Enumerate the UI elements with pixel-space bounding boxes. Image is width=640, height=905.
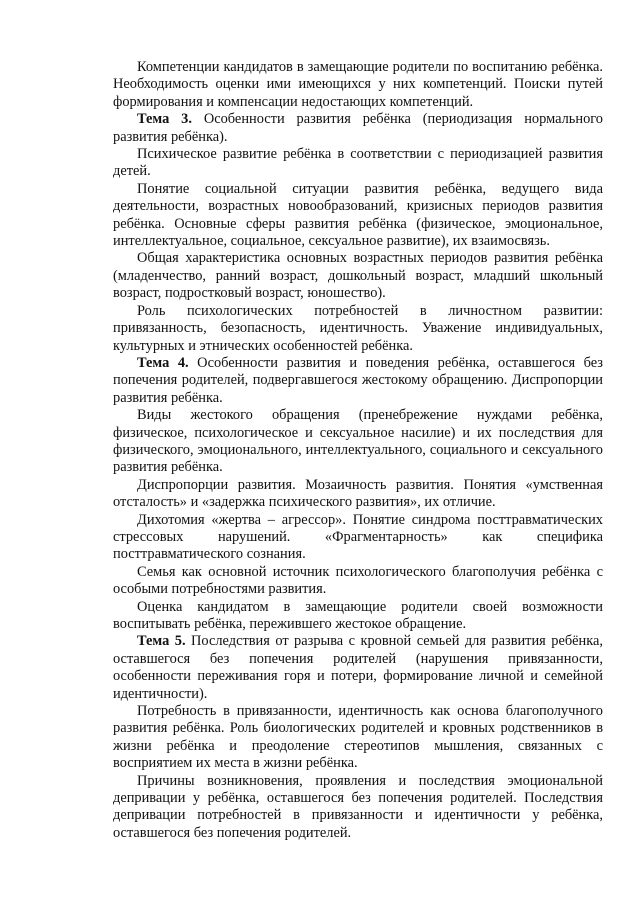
paragraph-text: Диспропорции развития. Мозаичность развития. Понятия «умственная отсталость» и «задержка психического развития», их отличие. bbox=[113, 476, 603, 511]
paragraph-competencies bbox=[113, 59, 603, 111]
paragraph-text: Потребность в привязанности, идентичность как основа благополучного развития ребёнка. Роль биологических родителей и кровных родственников в жизни ребёнка и преодоление стереотипов мышления, связанных с восприятием их места в жизни ребёнка. bbox=[113, 703, 603, 772]
paragraph-disproportions bbox=[113, 477, 603, 512]
topic-title: Особенности развития ребёнка (периодизация нормального развития ребёнка). bbox=[113, 111, 604, 145]
topic-3-heading bbox=[113, 111, 603, 146]
paragraph-emotional-deprivation bbox=[113, 773, 603, 843]
paragraph-social-situation bbox=[113, 181, 603, 251]
paragraph-text: Психическое развитие ребёнка в соответствии с периодизацией развития детей. bbox=[113, 146, 603, 180]
document-page bbox=[113, 59, 603, 842]
paragraph-attachment-identity bbox=[113, 703, 603, 773]
paragraph-text: Дихотомия «жертва – агрессор». Понятие синдрома посттравматических стрессовых нарушений. «Фрагментарность» как специфика посттравматического сознания. bbox=[113, 511, 603, 563]
paragraph-family-source bbox=[113, 564, 603, 599]
topic-label: Тема 5. bbox=[137, 633, 186, 650]
paragraph-candidate-assessment bbox=[113, 599, 603, 634]
paragraph-text: Причины возникновения, проявления и последствия эмоциональной депривации у ребёнка, оставшегося без попечения родителей. Последствия депривации потребностей в привязанности и идентичности у ребёнка, оставшегося без попечения родителей. bbox=[113, 772, 603, 841]
paragraph-text: Общая характеристика основных возрастных периодов развития ребёнка (младенчество, ранний возраст, дошкольный возраст, младший школьный возраст, подростковый возраст, юношество). bbox=[113, 250, 603, 302]
paragraph-psychological-needs bbox=[113, 303, 603, 355]
topic-5-heading bbox=[113, 633, 603, 703]
paragraph-dichotomy bbox=[113, 512, 603, 564]
topic-4-heading bbox=[113, 355, 603, 407]
paragraph-text: Роль психологических потребностей в личностном развитии: привязанность, безопасность, идентичность. Уважение индивидуальных, культурных и этнических особенностей ребёнка. bbox=[113, 302, 603, 354]
topic-title: Последствия от разрыва с кровной семьей для развития ребёнка, оставшегося без попечения родителей (нарушения привязанности, особенности переживания горя и потери, формирование личной и семейной идентичности). bbox=[113, 633, 603, 702]
paragraph-abuse-types bbox=[113, 407, 603, 477]
paragraph-text: Семья как основной источник психологического благополучия ребёнка с особыми потребностями развития. bbox=[113, 563, 603, 598]
paragraph-text: Виды жестокого обращения (пренебрежение нуждами ребёнка, физическое, психологическое и сексуальное насилие) и их последствия для физического, эмоционального, интеллектуального, социального и сексуального развития ребёнка. bbox=[113, 407, 603, 476]
paragraph-age-periods bbox=[113, 250, 603, 302]
paragraph-mental-development bbox=[113, 146, 603, 181]
topic-label: Тема 4. bbox=[137, 354, 189, 371]
paragraph-text: Оценка кандидатом в замещающие родители своей возможности воспитывать ребёнка, пережившего жестокое обращение. bbox=[113, 598, 603, 632]
topic-label: Тема 3. bbox=[137, 111, 192, 128]
topic-title: Особенности развития и поведения ребёнка, оставшегося без попечения родителей, подвергавшегося жестокому обращению. Диспропорции развития ребёнка. bbox=[113, 354, 603, 406]
paragraph-text: Понятие социальной ситуации развития ребёнка, ведущего вида деятельности, возрастных новообразований, кризисных периодов развития ребёнка. Основные сферы развития ребёнка (физическое, эмоциональное, интеллектуальное, социальное, сексуальное развитие), их взаимосвязь. bbox=[113, 180, 603, 250]
paragraph-text: Компетенции кандидатов в замещающие родители по воспитанию ребёнка. Необходимость оценки ими имеющихся у них компетенций. Поиски путей формирования и компенсации недостающих компетенций. bbox=[113, 59, 603, 110]
